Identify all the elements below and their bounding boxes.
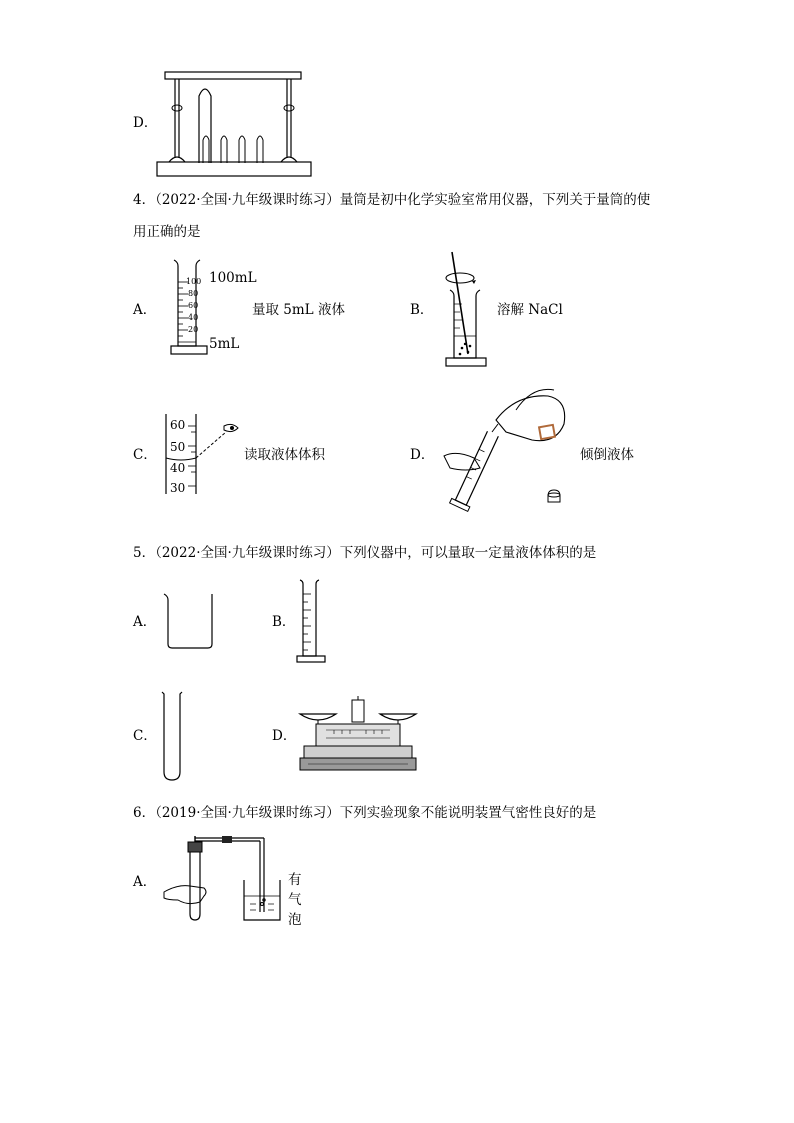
beaker-icon	[162, 592, 214, 652]
q4-b-cylinder-stirring-figure	[440, 248, 492, 370]
q6-bubble-text-3: 泡	[288, 912, 302, 928]
graduated-cylinder-icon	[294, 578, 328, 666]
test-tube-icon	[160, 690, 184, 784]
q4-c-caption: 读取液体体积	[244, 447, 325, 463]
q4-a-top-mark: 100mL	[209, 270, 257, 286]
q4-c-scale-60: 60	[170, 418, 186, 432]
q5-option-b-label: B．	[272, 614, 296, 630]
q6-bubble-text-1: 有	[288, 872, 302, 888]
q5-title: 5．（2022·全国·九年级课时练习）下列仪器中，可以量取一定量液体体积的是	[133, 545, 597, 561]
test-tube-rack-figure	[155, 68, 315, 180]
q4-title-line1: 4．（2022·全国·九年级课时练习）量筒是初中化学实验室常用仪器，下列关于量筒的使	[133, 192, 651, 208]
q5-option-a-label: A．	[133, 614, 157, 630]
q4-c-scale-50: 50	[170, 440, 186, 454]
q4-a-bottom-mark: 5mL	[209, 336, 240, 352]
q4-option-b-label: B．	[410, 302, 434, 318]
q4-title-line2: 用正确的是	[133, 224, 201, 240]
q4-c-scale-40: 40	[170, 461, 186, 475]
q3-option-d-label: D．	[133, 115, 158, 131]
q4-a-scale-100: 100	[186, 277, 202, 286]
balance-scale-icon	[298, 694, 418, 776]
q4-a-scale-60: 60	[188, 301, 199, 310]
q4-option-d-label: D．	[410, 447, 435, 463]
q4-a-scale-20: 20	[188, 325, 199, 334]
q4-option-a-label: A．	[133, 302, 157, 318]
q6-bubble-text-2: 气	[288, 892, 302, 908]
q4-c-scale-30: 30	[170, 481, 186, 495]
q4-d-caption: 倾倒液体	[580, 447, 634, 463]
q4-a-caption: 量取 5mL 液体	[252, 302, 345, 318]
q4-a-scale-80: 80	[188, 289, 199, 298]
q6-option-a-label: A．	[133, 874, 157, 890]
q4-option-c-label: C．	[133, 447, 157, 463]
q5-option-c-label: C．	[133, 728, 157, 744]
q4-d-pouring-figure	[436, 380, 586, 522]
airtightness-test-figure	[160, 834, 290, 926]
q4-a-scale-40: 40	[188, 313, 199, 322]
q6-title: 6．（2019·全国·九年级课时练习）下列实验现象不能说明装置气密性良好的是	[133, 805, 597, 821]
q4-b-caption: 溶解 NaCl	[497, 302, 563, 318]
q5-option-d-label: D．	[272, 728, 297, 744]
